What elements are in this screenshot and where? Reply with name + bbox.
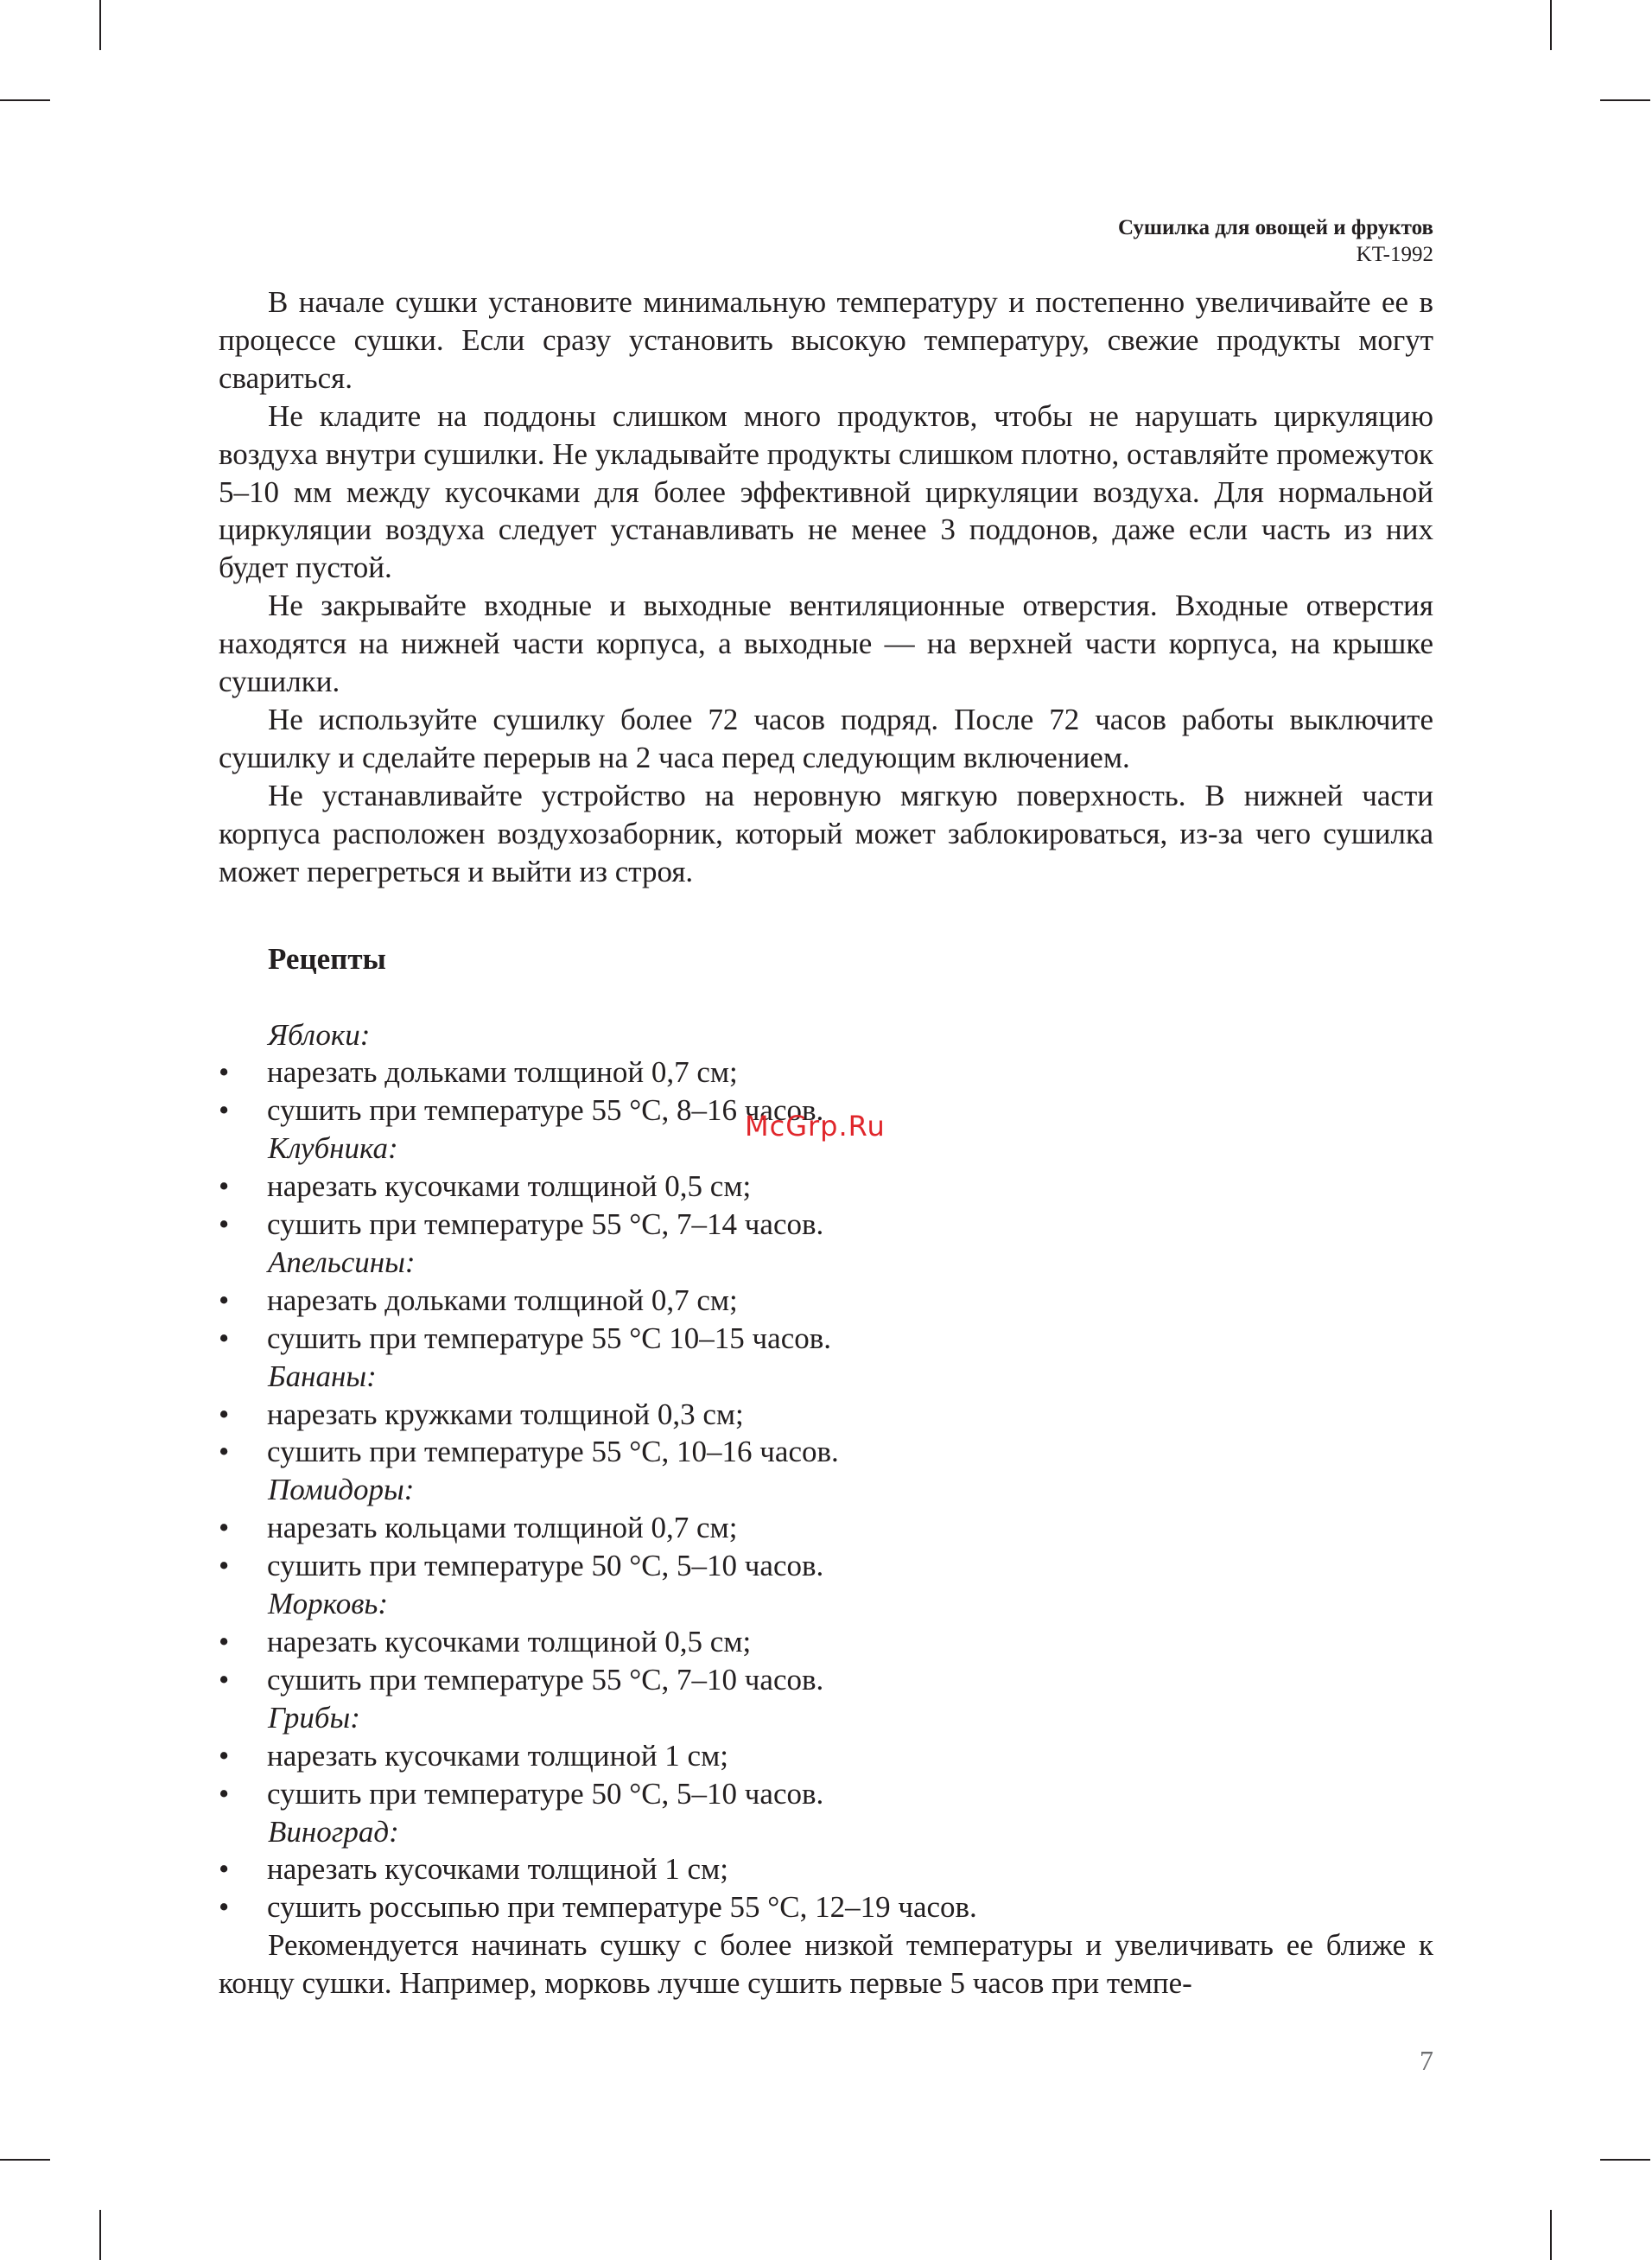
recipe (219, 1585, 1433, 1699)
recipe-step (219, 1282, 1433, 1320)
step-text: нарезать дольками толщиной 0,7 см; (267, 1283, 738, 1317)
recipe-list (219, 1016, 1433, 1927)
step-text: нарезать дольками толщиной 0,7 см; (267, 1055, 738, 1090)
header-title: Сушилка для овощей и фруктов (1117, 216, 1433, 239)
crop-mark (99, 0, 101, 50)
crop-mark (99, 2210, 101, 2260)
bullet-icon: • (219, 1435, 230, 1469)
step-text: нарезать кусочками толщиной 1 см; (267, 1852, 728, 1887)
recipe-name: Яблоки: (268, 1017, 371, 1052)
running-header (1118, 214, 1433, 268)
paragraph: В начале сушки установите минимальную температуру и постепенно увеличивайте ее в процессе сушки. Если сразу установить высокую температуру, свежие продукты могут свариться. (219, 285, 1433, 395)
recipe-step (219, 1547, 1433, 1585)
step-text: сушить при температуре 55 °C, 7–14 часов. (267, 1207, 824, 1242)
recipe-name: Помидоры: (268, 1473, 415, 1507)
bullet-icon: • (219, 1093, 230, 1128)
step-text: сушить россыпью при температуре 55 °C, 12–19 часов. (267, 1890, 977, 1925)
step-text: нарезать кусочками толщиной 0,5 см; (267, 1169, 752, 1204)
recipe (219, 1813, 1433, 1927)
crop-mark (1600, 99, 1650, 101)
page-content (219, 283, 1433, 2002)
step-text: нарезать кусочками толщиной 0,5 см; (267, 1625, 752, 1658)
recipe-name: Морковь: (268, 1587, 388, 1621)
recipe-step (219, 1396, 1433, 1434)
crop-mark (1550, 2210, 1552, 2260)
bullet-icon: • (219, 1283, 230, 1317)
paragraph: Не кладите на поддоны слишком много продуктов, чтобы не нарушать циркуляцию воздуха внутри сушилки. Не укладывайте продукты слишком плотно, оставляйте промежуток 5–10 мм между кусочками для более эффективной циркуляции воздуха. Для нормальной циркуляции воздуха следует устанавливать не менее 3 поддонов, даже если часть из них будет пустой. (219, 398, 1433, 585)
bullet-icon: • (219, 1397, 230, 1431)
recipe-step (219, 1623, 1433, 1661)
crop-mark (0, 2159, 50, 2161)
bullet-icon: • (219, 1625, 230, 1658)
step-text: нарезать кольцами толщиной 0,7 см; (267, 1511, 738, 1545)
bullet-icon: • (219, 1169, 230, 1204)
section-heading: Рецепты (268, 941, 386, 976)
recipe-step (219, 1509, 1433, 1547)
recipe-name: Бананы: (268, 1359, 377, 1393)
step-text: нарезать кружками толщиной 0,3 см; (267, 1397, 744, 1431)
step-text: сушить при температуре 55 °C, 8–16 часов. (267, 1093, 824, 1128)
recipe-step (219, 1850, 1433, 1888)
paragraph: Не устанавливайте устройство на неровную мягкую поверхность. В нижней части корпуса расположен воздухозаборник, который может заблокироваться, из-за чего сушилка может перегреться и выйти из строя. (219, 778, 1433, 888)
crop-mark (1600, 2159, 1650, 2161)
recipe (219, 1699, 1433, 1813)
step-text: сушить при температуре 50 °C, 5–10 часов. (267, 1549, 824, 1583)
recipe-step (219, 1433, 1433, 1471)
bullet-icon: • (219, 1321, 230, 1355)
crop-mark (1550, 0, 1552, 50)
bullet-icon: • (219, 1055, 230, 1090)
paragraph: Не закрывайте входные и выходные вентиляционные отверстия. Входные отверстия находятся на нижней части корпуса, а выходные — на верхней части корпуса, на крышке сушилки. (219, 589, 1433, 699)
recipe-step (219, 1054, 1433, 1092)
closing-paragraph: Рекомендуется начинать сушку с более низкой температуры и увеличивать ее ближе к концу сушки. Например, морковь лучше сушить первые 5 часов при темпе- (219, 1928, 1433, 2001)
recipe (219, 1130, 1433, 1244)
crop-mark (0, 99, 50, 101)
step-text: сушить при температуре 50 °C, 5–10 часов. (267, 1776, 824, 1811)
recipe-name: Апельсины: (268, 1245, 416, 1279)
header-model: KT-1992 (1356, 243, 1433, 266)
recipe (219, 1244, 1433, 1358)
step-text: сушить при температуре 55 °C, 10–16 часов. (267, 1435, 839, 1469)
bullet-icon: • (219, 1776, 230, 1811)
bullet-icon: • (219, 1662, 230, 1697)
bullet-icon: • (219, 1852, 230, 1887)
paragraph: Не используйте сушилку более 72 часов подряд. После 72 часов работы выключите сушилку и сделайте перерыв на 2 часа перед следующим включением. (219, 702, 1433, 774)
recipe-step (219, 1737, 1433, 1775)
watermark: McGrp.Ru (745, 1110, 886, 1143)
bullet-icon: • (219, 1890, 230, 1925)
recipe-name: Грибы: (268, 1700, 360, 1735)
page-number: 7 (1420, 2045, 1433, 2076)
bullet-icon: • (219, 1738, 230, 1773)
recipe-step (219, 1206, 1433, 1244)
recipe-step (219, 1888, 1433, 1926)
recipe (219, 1358, 1433, 1472)
recipe-name: Клубника: (268, 1131, 398, 1166)
bullet-icon: • (219, 1549, 230, 1583)
step-text: нарезать кусочками толщиной 1 см; (267, 1738, 728, 1773)
recipe-step (219, 1661, 1433, 1699)
bullet-icon: • (219, 1207, 230, 1242)
recipe-step (219, 1168, 1433, 1206)
recipe-name: Виноград: (268, 1814, 399, 1849)
step-text: сушить при температуре 55 °C, 7–10 часов. (267, 1662, 824, 1697)
recipe-step (219, 1775, 1433, 1813)
bullet-icon: • (219, 1511, 230, 1545)
recipe (219, 1471, 1433, 1585)
recipe-step (219, 1320, 1433, 1358)
step-text: сушить при температуре 55 °C 10–15 часов. (267, 1321, 832, 1355)
